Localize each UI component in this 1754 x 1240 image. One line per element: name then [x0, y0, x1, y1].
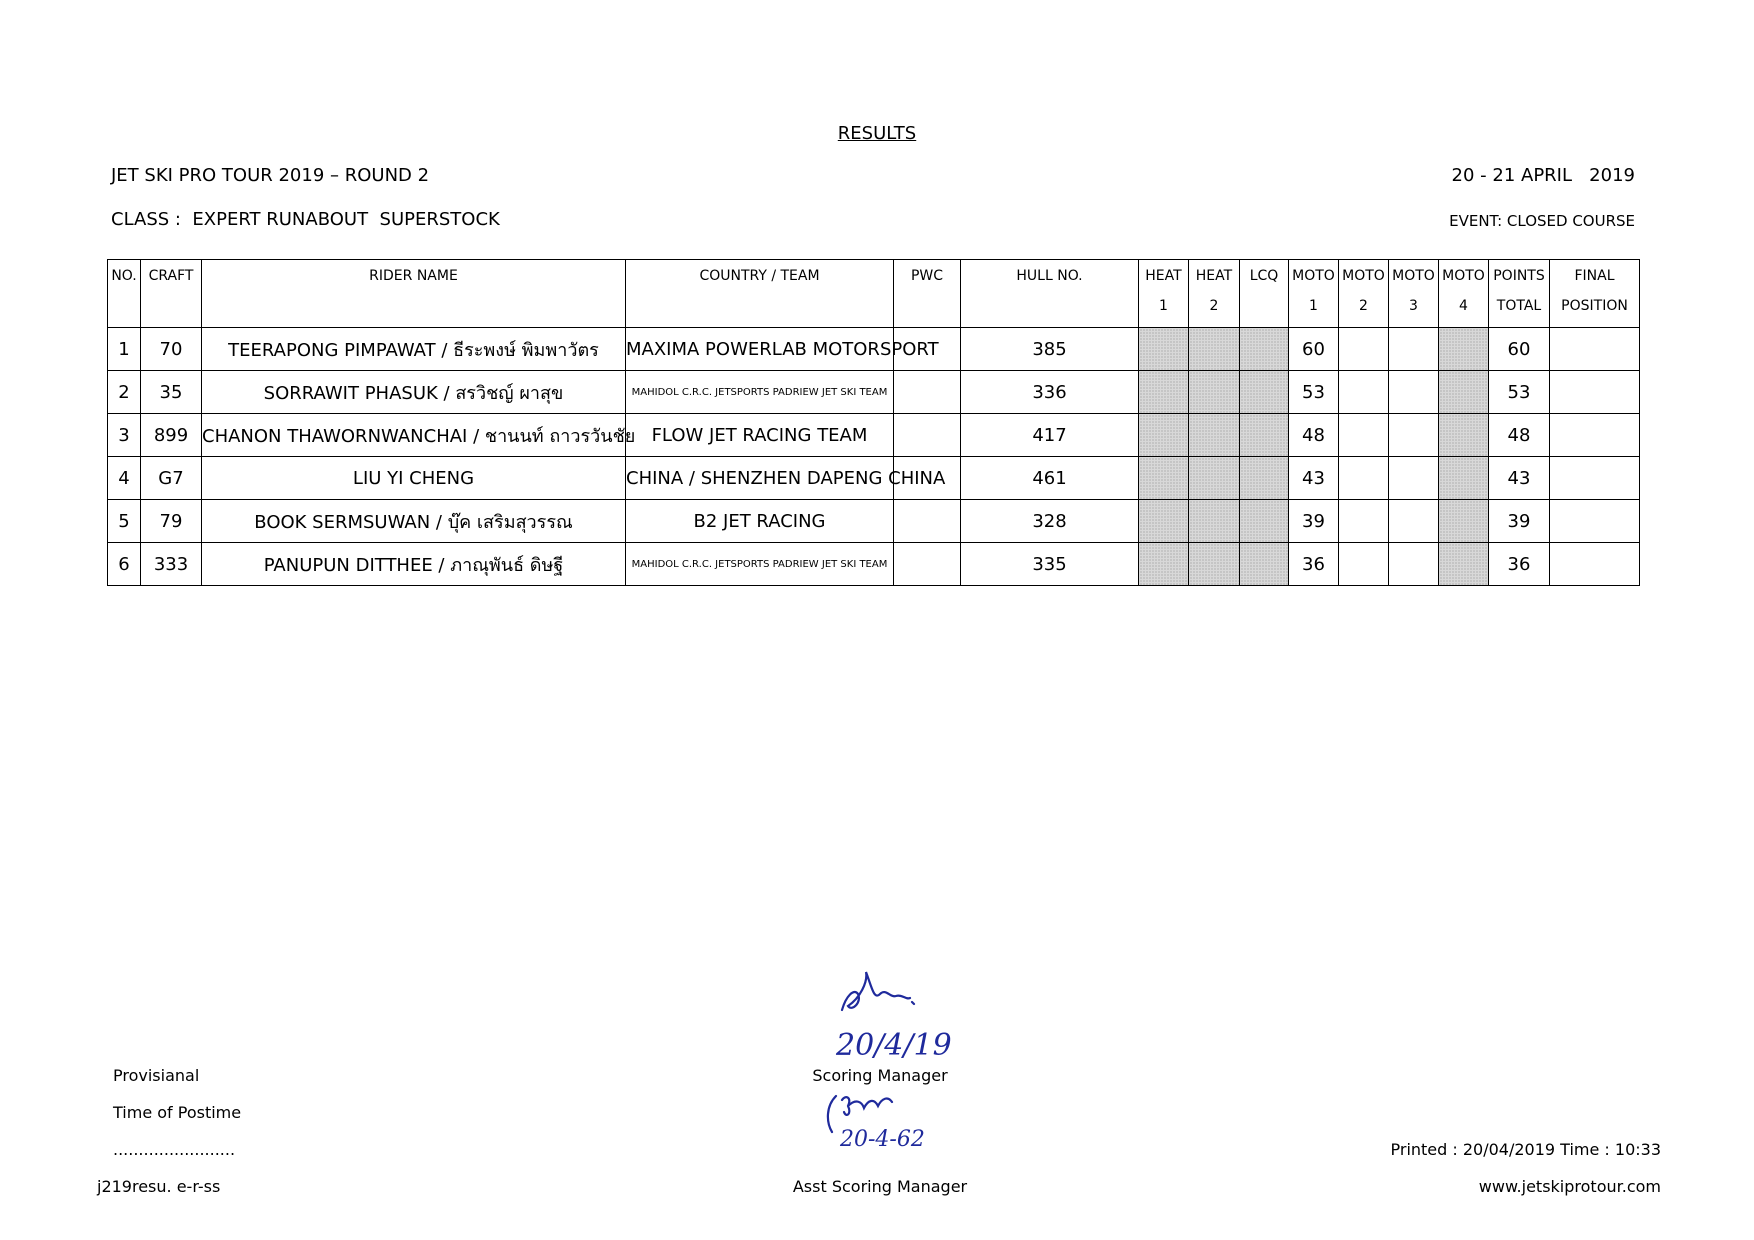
- cell-heat1-shaded: [1139, 500, 1189, 543]
- cell-moto1: 36: [1289, 543, 1339, 586]
- cell-moto3: [1389, 543, 1439, 586]
- cell-no: 3: [108, 414, 141, 457]
- postime-blank: ........................: [113, 1140, 236, 1159]
- cell-craft: 35: [141, 371, 202, 414]
- cell-no: 1: [108, 328, 141, 371]
- table-row: [108, 457, 1640, 500]
- cell-points-total: 60: [1489, 328, 1550, 371]
- svg-text:20-4-62: 20-4-62: [840, 1127, 925, 1152]
- scoring-manager-label: Scoring Manager: [812, 1066, 948, 1085]
- cell-team: MAHIDOL C.R.C. JETSPORTS PADRIEW JET SKI TEAM: [626, 543, 894, 586]
- col-header-pwc: PWC: [894, 260, 961, 328]
- cell-points-total: 36: [1489, 543, 1550, 586]
- cell-heat2-shaded: [1189, 457, 1240, 500]
- cell-pwc: [894, 371, 961, 414]
- event-dates: 20 - 21 APRIL 2019: [1451, 165, 1635, 186]
- cell-moto1: 39: [1289, 500, 1339, 543]
- cell-craft: 333: [141, 543, 202, 586]
- cell-moto4-shaded: [1439, 457, 1489, 500]
- cell-points-total: 39: [1489, 500, 1550, 543]
- col-header-heat1: HEAT 1: [1139, 260, 1189, 328]
- cell-moto3: [1389, 328, 1439, 371]
- class-line: CLASS : EXPERT RUNABOUT SUPERSTOCK: [111, 209, 500, 230]
- col-header-heat2: HEAT 2: [1189, 260, 1240, 328]
- cell-heat1-shaded: [1139, 457, 1189, 500]
- cell-hull: 335: [961, 543, 1139, 586]
- cell-lcq-shaded: [1240, 457, 1289, 500]
- cell-moto2: [1339, 414, 1389, 457]
- cell-moto3: [1389, 457, 1439, 500]
- cell-moto3: [1389, 414, 1439, 457]
- table-header-row: [108, 260, 1640, 328]
- cell-points-total: 43: [1489, 457, 1550, 500]
- cell-craft: G7: [141, 457, 202, 500]
- cell-moto2: [1339, 457, 1389, 500]
- cell-moto2: [1339, 371, 1389, 414]
- scoring-manager-signature: [824, 960, 952, 1070]
- results-table: [107, 259, 1640, 586]
- cell-rider-name: SORRAWIT PHASUK / สรวิชญ์ ผาสุข: [202, 371, 626, 414]
- cell-pwc: [894, 414, 961, 457]
- cell-hull: 417: [961, 414, 1139, 457]
- col-header-lcq: LCQ: [1240, 260, 1289, 328]
- cell-heat1-shaded: [1139, 543, 1189, 586]
- col-header-final-position: FINAL POSITION: [1550, 260, 1640, 328]
- time-of-postime-label: Time of Postime: [113, 1103, 242, 1122]
- asst-scoring-manager-signature: [822, 1088, 932, 1158]
- table-row: [108, 328, 1640, 371]
- cell-hull: 385: [961, 328, 1139, 371]
- cell-final-position: [1550, 543, 1640, 586]
- cell-lcq-shaded: [1240, 328, 1289, 371]
- table-row: [108, 414, 1640, 457]
- event-name: JET SKI PRO TOUR 2019 – ROUND 2: [111, 165, 430, 186]
- col-header-craft: CRAFT: [141, 260, 202, 328]
- cell-no: 5: [108, 500, 141, 543]
- table-row: [108, 500, 1640, 543]
- cell-team: MAXIMA POWERLAB MOTORSPORT: [626, 328, 894, 371]
- cell-rider-name: TEERAPONG PIMPAWAT / ธีระพงษ์ พิมพาวัตร: [202, 328, 626, 371]
- cell-no: 6: [108, 543, 141, 586]
- col-header-moto2: MOTO 2: [1339, 260, 1389, 328]
- cell-moto1: 43: [1289, 457, 1339, 500]
- provisional-label: Provisianal: [113, 1066, 200, 1085]
- cell-heat2-shaded: [1189, 328, 1240, 371]
- col-header-rider: RIDER NAME: [202, 260, 626, 328]
- cell-lcq-shaded: [1240, 543, 1289, 586]
- cell-team: CHINA / SHENZHEN DAPENG CHINA: [626, 457, 894, 500]
- cell-heat1-shaded: [1139, 371, 1189, 414]
- cell-craft: 899: [141, 414, 202, 457]
- col-header-team: COUNTRY / TEAM: [626, 260, 894, 328]
- cell-rider-name: LIU YI CHENG: [202, 457, 626, 500]
- cell-final-position: [1550, 500, 1640, 543]
- cell-rider-name: CHANON THAWORNWANCHAI / ชานนท์ ถาวรวันชัย: [202, 414, 626, 457]
- printed-timestamp: Printed : 20/04/2019 Time : 10:33: [1390, 1140, 1661, 1159]
- cell-pwc: [894, 500, 961, 543]
- cell-craft: 70: [141, 328, 202, 371]
- event-type: EVENT: CLOSED COURSE: [1449, 212, 1635, 230]
- page-title: RESULTS: [837, 123, 917, 144]
- svg-text:20/4/19: 20/4/19: [836, 1028, 952, 1063]
- cell-no: 4: [108, 457, 141, 500]
- cell-team: FLOW JET RACING TEAM: [626, 414, 894, 457]
- col-header-moto4: MOTO 4: [1439, 260, 1489, 328]
- cell-moto1: 48: [1289, 414, 1339, 457]
- cell-points-total: 53: [1489, 371, 1550, 414]
- cell-final-position: [1550, 457, 1640, 500]
- cell-moto3: [1389, 371, 1439, 414]
- cell-hull: 328: [961, 500, 1139, 543]
- cell-rider-name: BOOK SERMSUWAN / บุ๊ค เสริมสุวรรณ: [202, 500, 626, 543]
- asst-scoring-manager-label: Asst Scoring Manager: [792, 1177, 968, 1196]
- website-link: www.jetskiprotour.com: [1478, 1177, 1661, 1196]
- cell-hull: 336: [961, 371, 1139, 414]
- cell-lcq-shaded: [1240, 371, 1289, 414]
- cell-team: B2 JET RACING: [626, 500, 894, 543]
- cell-heat2-shaded: [1189, 500, 1240, 543]
- cell-moto2: [1339, 500, 1389, 543]
- col-header-moto1: MOTO 1: [1289, 260, 1339, 328]
- cell-final-position: [1550, 414, 1640, 457]
- col-header-no: NO.: [108, 260, 141, 328]
- document-code: j219resu. e-r-ss: [97, 1177, 221, 1196]
- col-header-points-total: POINTS TOTAL: [1489, 260, 1550, 328]
- col-header-hull: HULL NO.: [961, 260, 1139, 328]
- cell-points-total: 48: [1489, 414, 1550, 457]
- cell-hull: 461: [961, 457, 1139, 500]
- cell-heat2-shaded: [1189, 543, 1240, 586]
- cell-moto4-shaded: [1439, 500, 1489, 543]
- cell-moto3: [1389, 500, 1439, 543]
- cell-moto4-shaded: [1439, 328, 1489, 371]
- cell-moto1: 60: [1289, 328, 1339, 371]
- cell-lcq-shaded: [1240, 414, 1289, 457]
- cell-rider-name: PANUPUN DITTHEE / ภาณุพันธ์ ดิษฐี: [202, 543, 626, 586]
- cell-team: MAHIDOL C.R.C. JETSPORTS PADRIEW JET SKI TEAM: [626, 371, 894, 414]
- cell-final-position: [1550, 371, 1640, 414]
- cell-no: 2: [108, 371, 141, 414]
- cell-heat2-shaded: [1189, 414, 1240, 457]
- cell-moto4-shaded: [1439, 414, 1489, 457]
- cell-moto1: 53: [1289, 371, 1339, 414]
- cell-heat1-shaded: [1139, 328, 1189, 371]
- cell-heat2-shaded: [1189, 371, 1240, 414]
- cell-lcq-shaded: [1240, 500, 1289, 543]
- table-row: [108, 543, 1640, 586]
- col-header-moto3: MOTO 3: [1389, 260, 1439, 328]
- cell-moto2: [1339, 543, 1389, 586]
- cell-final-position: [1550, 328, 1640, 371]
- cell-heat1-shaded: [1139, 414, 1189, 457]
- cell-moto4-shaded: [1439, 543, 1489, 586]
- table-row: [108, 371, 1640, 414]
- cell-moto4-shaded: [1439, 371, 1489, 414]
- cell-pwc: [894, 543, 961, 586]
- cell-craft: 79: [141, 500, 202, 543]
- cell-moto2: [1339, 328, 1389, 371]
